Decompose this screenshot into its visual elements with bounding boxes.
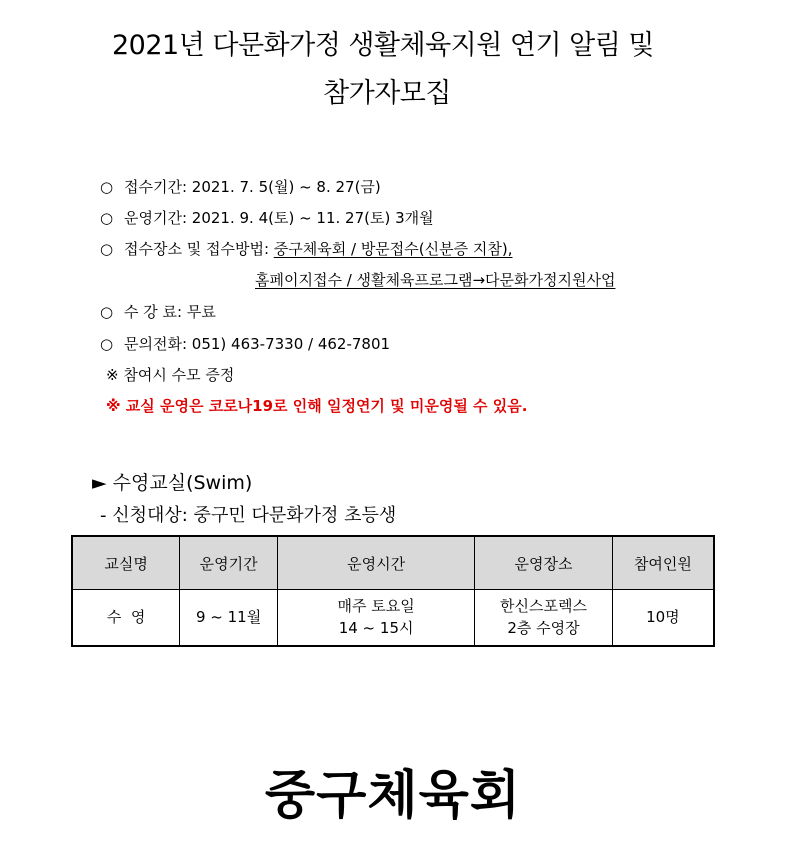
- fee-item: [100, 305, 216, 320]
- swim-class-target: - 신청대상: 중구민 다문화가정 초등생: [100, 505, 397, 526]
- time-line1: 매주 토요일: [337, 596, 415, 615]
- note-covid-warning: ※ 교실 운영은 코로나19로 인해 일정연기 및 미운영될 수 있음.: [106, 397, 528, 415]
- cell-period: 9 ~ 11월: [180, 590, 278, 647]
- cell-capacity: 10명: [612, 590, 714, 647]
- reception-method-prefix: 접수장소 및 접수방법:: [124, 240, 274, 258]
- time-line2: 14 ~ 15시: [338, 618, 414, 637]
- class-schedule-table: [71, 535, 715, 647]
- contact-text: 문의전화: 051) 463-7330 / 462-7801: [124, 335, 391, 353]
- reception-period-text: 접수기간: 2021. 7. 5(월) ~ 8. 27(금): [124, 178, 381, 196]
- note-swim-cap: ※ 참여시 수모 증정: [106, 366, 235, 384]
- table-header-row: [72, 536, 714, 590]
- circle-bullet-icon: ○: [100, 178, 114, 196]
- page-title-line1: 2021년 다문화가정 생활체육지원 연기 알림 및: [111, 30, 655, 61]
- reception-method-underlined: 중구체육회 / 방문접수(신분증 지참),: [273, 240, 513, 258]
- table-header-time: 운영시간: [277, 536, 474, 590]
- class-name-text: 수 영: [106, 607, 146, 626]
- place-line2: 2층 수영장: [507, 618, 580, 637]
- cell-class-name: [72, 590, 180, 647]
- fee-text: 수 강 료: 무료: [124, 303, 216, 321]
- operation-period-text: 운영기간: 2021. 9. 4(토) ~ 11. 27(토) 3개월: [124, 209, 434, 227]
- table-header-place: 운영장소: [475, 536, 613, 590]
- reception-method-item: [100, 242, 512, 257]
- reception-period-item: [100, 180, 381, 195]
- organization-name: 중구체육회: [264, 766, 522, 826]
- swim-class-heading: ► 수영교실(Swim): [92, 472, 253, 494]
- circle-bullet-icon: ○: [100, 209, 114, 227]
- contact-item: [100, 337, 390, 352]
- table-header-period: 운영기간: [180, 536, 278, 590]
- circle-bullet-icon: ○: [100, 240, 114, 258]
- cell-place: [475, 590, 613, 647]
- place-line1: 한신스포렉스: [500, 596, 587, 615]
- page-title-line2: 참가자모집: [323, 78, 451, 109]
- table-header-capacity: 참여인원: [612, 536, 714, 590]
- operation-period-item: [100, 211, 434, 226]
- cell-time: [277, 590, 474, 647]
- table-header-class-name: 교실명: [72, 536, 180, 590]
- circle-bullet-icon: ○: [100, 303, 114, 321]
- circle-bullet-icon: ○: [100, 335, 114, 353]
- reception-method-line2: 홈페이지접수 / 생활체육프로그램→다문화가정지원사업: [255, 271, 616, 289]
- table-row: [72, 590, 714, 647]
